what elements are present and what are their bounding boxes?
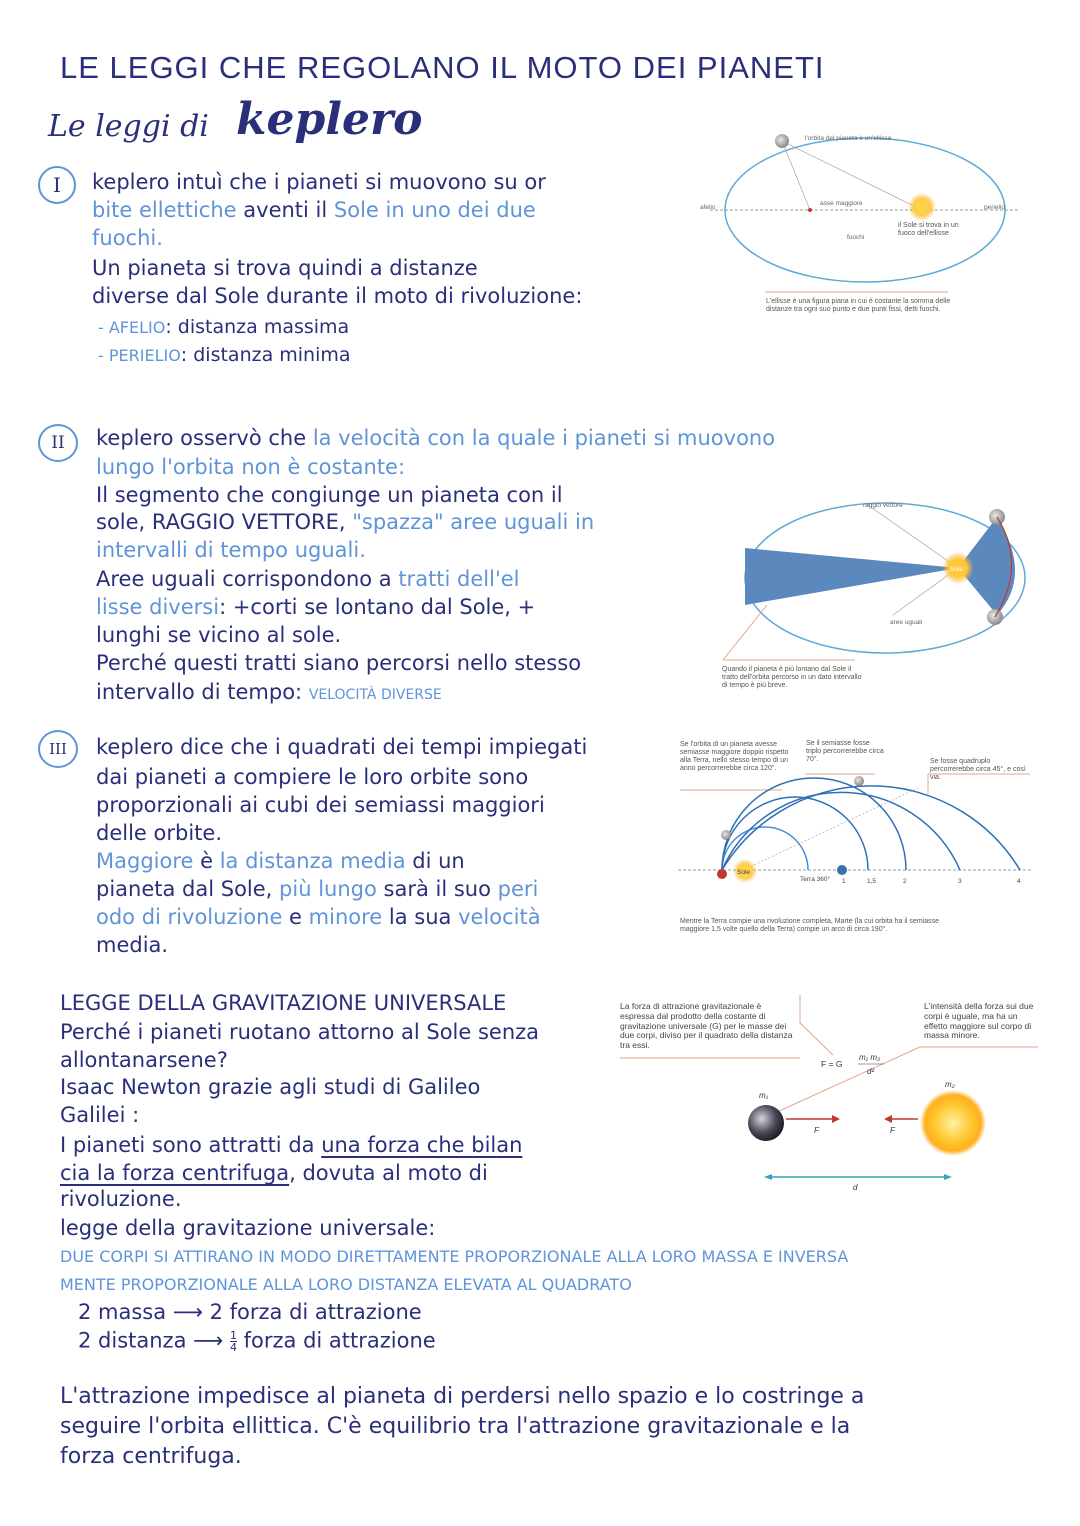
law3-line6: pianeta dal Sole, più lungo sarà il suo peri [96,877,539,901]
tick-3: 3 [958,878,962,885]
law3-line8: media. [96,933,169,957]
law2-line10: intervallo di tempo: VELOCITÀ DIVERSE [96,680,442,704]
ellipse-caption: L'ellisse è una figura piana in cui è costante la somma delle distanze tra ogni suo punto e due punti fissi, detti fuochi. [766,298,951,314]
afelio-diagram-label: afelio [700,204,716,211]
perielio-item: - PERIELIO: distanza minima [98,344,351,366]
major-axis-label: asse maggiore [820,200,863,207]
law2-line6: Aree uguali corrispondono a tratti dell'el [96,567,520,591]
law2-line1: keplero osservò che la velocità con la quale i pianeti si muovono [96,426,776,450]
tick-2: 2 [903,878,907,885]
sun-focus-note: il Sole si trova in un fuoco dell'ellisse [898,222,959,238]
example-distance: 2 distanza ⟶ $\frac{1}{4}$ forza di attrazione [78,1328,436,1354]
law3-line2: dai pianeti a compiere le loro orbite sono [96,765,529,789]
tick-4: 4 [1017,878,1021,885]
ellipse-orbit-diagram [700,125,1030,320]
conclusion-line-2: seguire l'orbita ellittica. C'è equilibrio tra l'attrazione gravitazionale e la [60,1414,851,1439]
page-subtitle: Le leggi di [48,109,209,144]
law1-line5: diverse dal Sole durante il moto di rivoluzione: [92,284,583,308]
law2-line5: intervalli di tempo uguali. [96,538,366,562]
gravity-title: LEGGE DELLA GRAVITAZIONE UNIVERSALE [60,991,507,1015]
arrow-icon: ⟶ [193,1328,224,1353]
law3-line3: proporzionali ai cubi dei semiassi maggiori [96,793,545,817]
formula-denominator: d² [867,1067,875,1076]
equal-areas-label: aree uguali [890,619,923,626]
orbit-label: l'orbita del pianeta è un'ellisse [805,135,892,142]
gravity-p2: cia la forza centrifuga, dovuta al moto di [60,1161,488,1185]
earth-label: Terra 360° [800,876,831,883]
tick-1-5: 1,5 [867,878,877,885]
law3-caption: Mentre la Terra compie una rivoluzione completa, Marte (la cui orbita ha il semiasse maggiore 1,5 volte quello della Terra) compie un arco di circa 190°. [680,918,939,934]
law1-line2: bite ellettiche aventi il Sole in uno dei due [92,198,536,222]
law2-numeral: II [38,424,78,462]
equal-areas-diagram [715,485,1045,670]
force-label-right: F [890,1126,895,1135]
page-subtitle-name: keplero [236,94,423,145]
law3-line7: odo di rivoluzione e minore la sua velocità [96,905,541,929]
example-mass: 2 massa ⟶ 2 forza di attrazione [78,1300,422,1324]
law1-numeral: I [38,166,76,204]
sun-label: Sole [950,566,964,573]
law3-numeral: III [38,730,78,768]
formula-f: F = G [821,1059,843,1069]
gravity-question-1: Perché i pianeti ruotano attorno al Sole senza [60,1020,540,1044]
formula-numerator: m₁ m₂ [859,1053,881,1062]
force-label-left: F [814,1126,819,1135]
conclusion-line-3: forza centrifuga. [60,1444,242,1469]
law3-note-double: Se l'orbita di un pianeta avesse semiasse maggiore doppio rispetto alla Terra, nello stesso tempo di un anno percorrerebbe circa 120°. [680,741,789,773]
gravity-caption-right: L'intensità della forza sui due corpi è uguale, ma ha un effetto maggiore sul corpo di massa minore. [924,1001,1034,1041]
newton-line-2: Galilei : [60,1103,140,1127]
equal-areas-caption: Quando il pianeta è più lontano dal Sole il tratto dell'orbita percorso in un dato intervallo di tempo è più breve. [722,666,862,690]
law1-line4: Un pianeta si trova quindi a distanze [92,256,478,280]
law2-line9: Perché questi tratti siano percorsi nello stesso [96,651,582,675]
gravity-question-2: allontanarsene? [60,1048,228,1072]
arrow-icon: ⟶ [172,1300,203,1324]
m2-label: m₂ [945,1080,955,1089]
law2-line3: Il segmento che congiunge un pianeta con il [96,483,563,507]
law1-line3: fuochi. [92,226,163,250]
law1-line1: keplero intuì che i pianeti si muovono su or [92,170,546,194]
gravity-caption-left: La forza di attrazione gravitazionale è espressa dal prodotto della costante di gravitazione universale (G) per le masse dei due corpi, diviso per il quadrato della distanza tra essi. [620,1001,793,1051]
gravity-force-diagram [618,995,1043,1200]
m1-label: m₁ [759,1091,769,1100]
newton-line-1: Isaac Newton grazie agli studi di Galileo [60,1075,481,1099]
distance-label: d [853,1183,858,1192]
gravity-law-line-1: DUE CORPI SI ATTIRANO IN MODO DIRETTAMENTE PROPORZIONALE ALLA LORO MASSA E INVERSA [60,1247,849,1266]
fraction: $\frac{1}{4}$ [229,1329,237,1354]
law3-sun-label: Sole [737,869,751,876]
gravity-p4: legge della gravitazione universale: [60,1216,436,1240]
afelio-item: - AFELIO: distanza massima [98,316,350,338]
law3-note-quadruple: Se fosse quadruplo percorrerebbe circa 45°, e così via. [930,758,1026,782]
foci-label: fuochi [847,234,865,241]
law3-line5: Maggiore è la distanza media di un [96,849,465,873]
law2-line4: sole, RAGGIO VETTORE, "spazza" aree uguali in [96,510,595,534]
perielio-diagram-label: perielio [984,204,1005,211]
law2-line2: lungo l'orbita non è costante: [96,455,406,479]
law3-note-triple: Se il semiasse fosse triplo percorrerebbe circa 70°. [806,740,884,764]
conclusion-line-1: L'attrazione impedisce al pianeta di perdersi nello spazio e lo costringe a [60,1384,865,1409]
law2-line7: lisse diversi: +corti se lontano dal Sole, + [96,595,536,619]
law3-line1: keplero dice che i quadrati dei tempi impiegati [96,735,588,759]
law2-line8: lunghi se vicino al sole. [96,623,342,647]
kepler-third-law-diagram [670,770,1040,900]
law3-line4: delle orbite. [96,821,222,845]
tick-1: 1 [842,878,846,885]
page-title: LE LEGGI CHE REGOLANO IL MOTO DEI PIANETI [60,50,825,85]
gravity-p3: rivoluzione. [60,1187,182,1211]
gravity-law-line-2: MENTE PROPORZIONALE ALLA LORO DISTANZA ELEVATA AL QUADRATO [60,1275,632,1294]
gravity-p1: I pianeti sono attratti da una forza che bilan [60,1133,523,1157]
radius-vector-label: raggio vettore [863,502,903,509]
